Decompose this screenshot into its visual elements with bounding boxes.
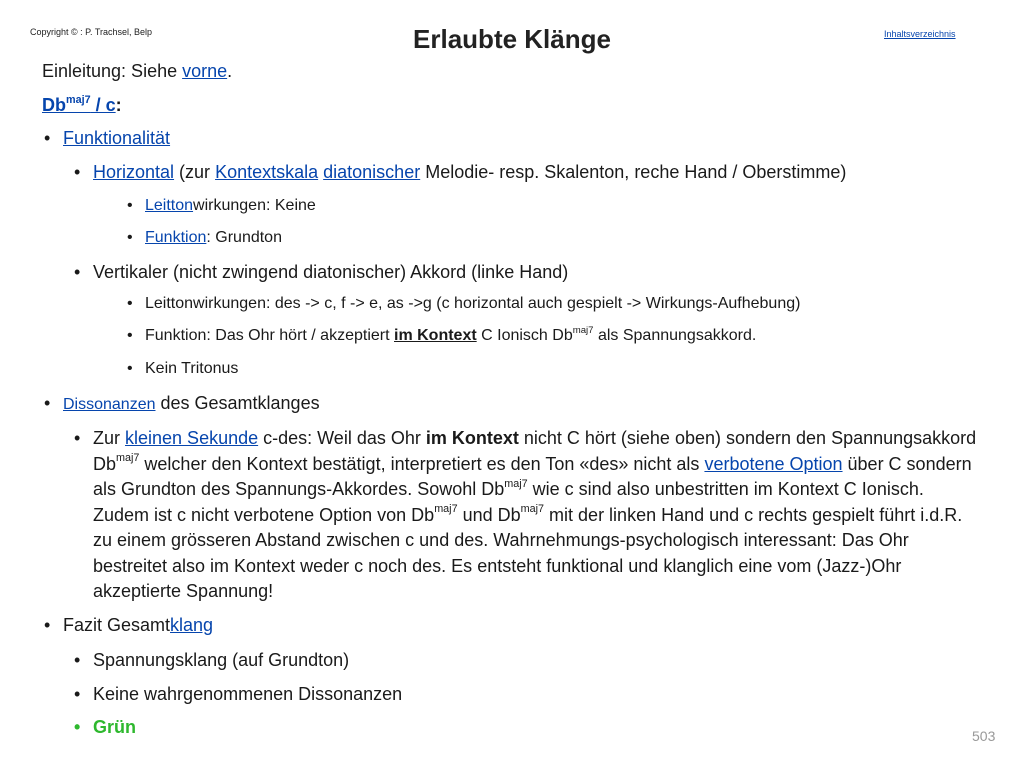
horizontal-link[interactable]: Horizontal	[93, 162, 175, 182]
chord-heading: $Db^{maj7}$ / c:	[42, 93, 122, 115]
funktionalitaet-link[interactable]: Funktionalität	[63, 128, 171, 148]
chord-heading-link[interactable]: $Db^{maj7}$ / c	[42, 93, 116, 115]
list-item-spannungsklang: • Spannungsklang (auf Grundton)	[74, 650, 350, 670]
kleine-sekunde-link[interactable]: kleinen Sekunde	[125, 428, 259, 448]
list-item-funktion: • Funktion: Grundton	[127, 229, 282, 246]
list-item-dissonanzen: • Dissonanzen des Gesamtklanges	[44, 393, 320, 413]
kontextskala-link[interactable]: Kontextskala	[215, 162, 319, 182]
funktion-link[interactable]: Funktion	[145, 229, 207, 246]
list-item-gruen: • Grün	[74, 717, 136, 737]
page-number: 503	[972, 728, 996, 744]
list-item-horizontal: • Horizontal (zur Kontextskala diatonischer Melodie- resp. Skalenton, reche Hand / Oberstimme)	[74, 162, 847, 182]
list-item-funktionalitaet: • Funktionalität	[44, 128, 171, 148]
list-item-leittonwirkungen: • Leittonwirkungen: Keine	[127, 197, 316, 214]
intro-line: Einleitung: Siehe vorne.	[42, 61, 233, 81]
list-item-tritonus: • Kein Tritonus	[127, 360, 239, 377]
klang-link[interactable]: klang	[170, 615, 214, 635]
diatonischer-link[interactable]: diatonischer	[323, 162, 421, 182]
list-item-fazit: • Fazit Gesamtklang	[44, 615, 214, 635]
list-item-vertikal-leitton: • Leittonwirkungen: des -> c, f -> e, as ->g (c horizontal auch gespielt -> Wirkungs-Aufhebung)	[127, 295, 801, 312]
copyright: Copyright © : P. Trachsel, Belp	[30, 27, 153, 37]
paragraph-kleine-sekunde: • Zur kleinen Sekunde c-des: Weil das Ohr im Kontext nicht C hört (siehe oben) sondern den Spannungsakkord $Db^{maj7}$ welcher den Kontext bestätigt, interpretiert es den Ton «des» nicht als verbotene Option über C sondern als Grundton des Spannungs-Akkordes. Sowohl $Db^{maj7}$ wie c sind also unbestritten im Kontext C Ionisch. Zudem ist c nicht verbotene Option von $Db^{maj7}$ und $Db^{maj7}$ mit der linken Hand und c rechts gespielt führt i.d.R. zu einem grösseren Abstand zwischen c und des. Wahrnehmungs-psychologisch interessant: Das Ohr bestreitet also im Kontext weder c noch des. Es entsteht funktional und klanglich eine vom (Jazz-)Ohr akzeptierte Spannung!	[74, 428, 977, 601]
vorne-link[interactable]: vorne	[182, 61, 228, 81]
list-item-keine-dissonanzen: • Keine wahrgenommenen Dissonanzen	[74, 684, 403, 704]
page-title: Erlaubte Klänge	[413, 24, 611, 54]
list-item-vertikal: • Vertikaler (nicht zwingend diatonischer) Akkord (linke Hand)	[74, 262, 569, 282]
leitton-link[interactable]: Leitton	[145, 197, 194, 214]
verbotene-option-link[interactable]: verbotene Option	[704, 453, 843, 474]
dissonanzen-link[interactable]: Dissonanzen	[63, 396, 156, 413]
toc-link[interactable]: Inhaltsverzeichnis	[884, 29, 956, 39]
list-item-vertikal-funktion: • Funktion: Das Ohr hört / akzeptiert im Kontext C Ionisch $Db^{maj7}$ als Spannungsakkord.	[127, 324, 757, 344]
